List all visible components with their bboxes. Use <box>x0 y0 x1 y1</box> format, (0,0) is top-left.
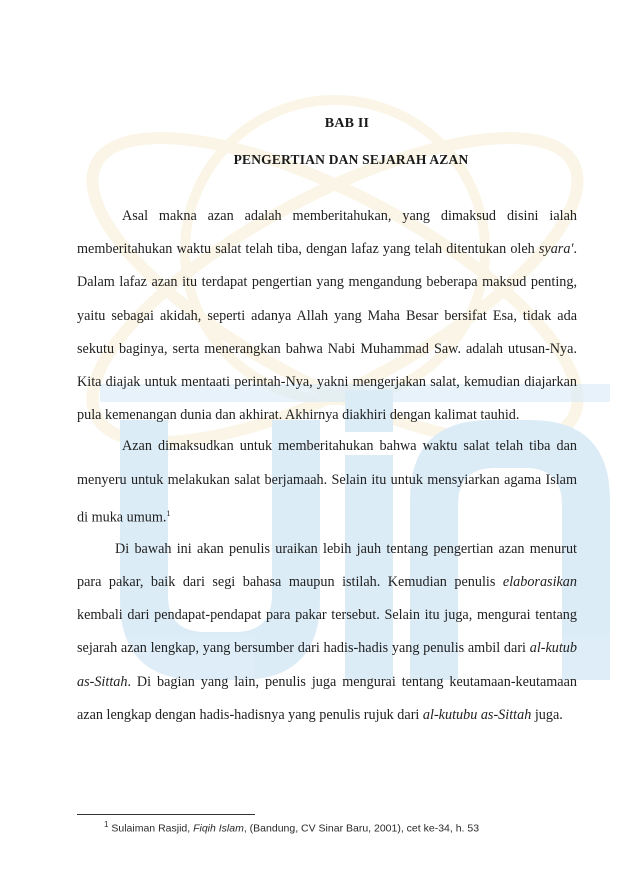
paragraph-2 <box>77 430 577 534</box>
paragraph-3-text-b: kembali dari pendapat-pendapat para pakar tersebut. Selain itu juga, mengurai tentang sejarah azan lengkap, yang bersumber dari hadis-hadis yang penulis ambil dari <box>77 607 577 657</box>
paragraph-3-text-a: Di bawah ini akan penulis uraikan lebih jauh tentang pengertian azan menurut para pakar, baik dari segi bahasa maupun istilah. Kemudian penulis <box>77 540 577 590</box>
paragraph-3-text-c: . Di bagian yang lain, penulis juga mengurai tentang keutamaan-keutamaan azan lengkap dengan hadis-hadisnya yang penulis rujuk dari <box>77 673 577 723</box>
footnote-publication: , (Bandung, CV Sinar Baru, 2001), cet ke-34, h. 53 <box>243 822 480 835</box>
paragraph-3-term-kutubu: al-kutubu as-Sittah <box>422 706 532 723</box>
paragraph-3-term-elaborasikan: elaborasikan <box>502 573 577 590</box>
paragraph-1-term-syara: syara' <box>538 241 574 258</box>
footnote-author: Sulaiman Rasjid, <box>111 822 194 835</box>
body-text <box>77 200 577 732</box>
footnote-book-title: Fiqih Islam <box>193 822 244 835</box>
chapter-heading: BAB II <box>324 116 370 131</box>
paragraph-3-term-kutub: al-kutub as-Sittah <box>77 640 577 690</box>
paragraph-1-text-b: . Dalam lafaz azan itu terdapat pengertian yang mengandung beberapa maksud penting, yaitu sebagai akidah, seperti adanya Allah yang Maha Besar bersifat Esa, tidak ada sekutu baginya, serta menerangkan bahwa Nabi Muhammad Saw. adalah utusan-Nya. Kita diajak untuk mentaati perintah-Nya, yakni mengerjakan salat, kemudian diajarkan pula kemenangan dunia dan akhirat. Akhirnya diakhiri dengan kalimat tauhid. <box>77 241 577 424</box>
chapter-title: PENGERTIAN DAN SEJARAH AZAN <box>233 152 469 167</box>
paragraph-1 <box>77 200 577 432</box>
paragraph-1-text-a: Asal makna azan adalah memberitahukan, yang dimaksud disini ialah memberitahukan waktu salat telah tiba, dengan lafaz yang telah ditentukan oleh <box>77 208 577 258</box>
footnote-reference[interactable]: 1 <box>166 508 171 518</box>
paragraph-3 <box>77 533 577 732</box>
footnote-number: 1 <box>104 820 109 829</box>
footnote-divider <box>77 814 255 815</box>
footnote <box>104 820 479 835</box>
paragraph-2-text: Azan dimaksudkan untuk memberitahukan bahwa waktu salat telah tiba dan menyeru untuk melakukan salat berjamaah. Selain itu untuk mensyiarkan agama Islam di muka umum. <box>77 438 577 526</box>
paragraph-3-text-d: juga. <box>531 706 563 723</box>
